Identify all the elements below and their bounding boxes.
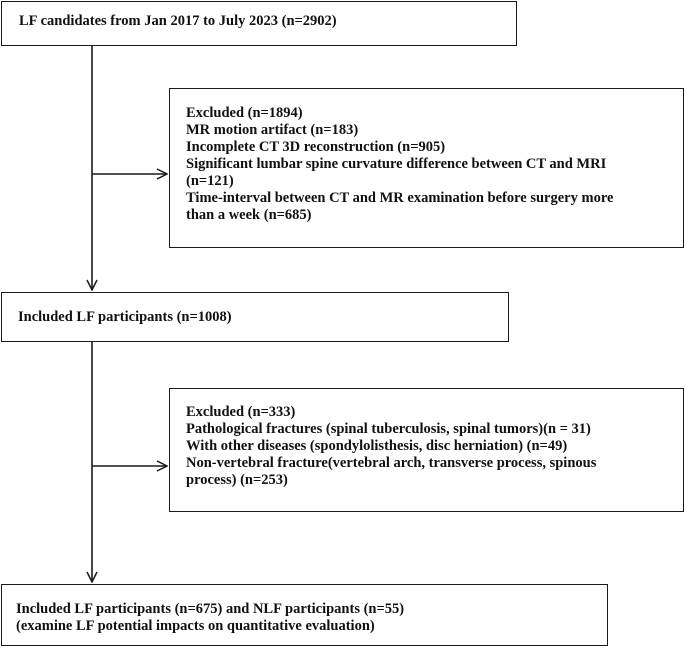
box-text-line: Excluded (n=333) <box>186 404 296 420</box>
final-included-box <box>1 584 608 646</box>
box-text-line: Included LF participants (n=675) and NLF participants (n=55) <box>16 601 405 617</box>
box-text-line: Non-vertebral fracture(vertebral arch, transverse process, spinous <box>186 455 597 471</box>
box-text-line: (examine LF potential impacts on quantitative evaluation) <box>16 618 375 634</box>
excluded-333-box <box>169 388 684 512</box>
included-1008-box <box>1 292 509 342</box>
excluded-1894-box <box>169 88 684 248</box>
box-text-line: process) (n=253) <box>186 472 288 488</box>
box-text-line: MR motion artifact (n=183) <box>186 122 359 138</box>
box-text-line: LF candidates from Jan 2017 to July 2023 (n=2902) <box>19 13 337 29</box>
box-text-line: Incomplete CT 3D reconstruction (n=905) <box>186 139 446 155</box>
candidates-box <box>1 1 517 46</box>
box-text-line: Pathological fractures (spinal tuberculosis, spinal tumors)(n = 31) <box>186 421 591 437</box>
box-text-line: Included LF participants (n=1008) <box>18 309 232 325</box>
box-text-line: (n=121) <box>186 173 234 189</box>
box-text-line: Significant lumbar spine curvature difference between CT and MRI <box>186 156 607 172</box>
box-text-line: Time-interval between CT and MR examination before surgery more <box>186 190 614 206</box>
box-text-line: With other diseases (spondylolisthesis, disc herniation) (n=49) <box>186 438 568 454</box>
box-text-line: than a week (n=685) <box>186 207 312 223</box>
box-text-line: Excluded (n=1894) <box>186 105 303 121</box>
